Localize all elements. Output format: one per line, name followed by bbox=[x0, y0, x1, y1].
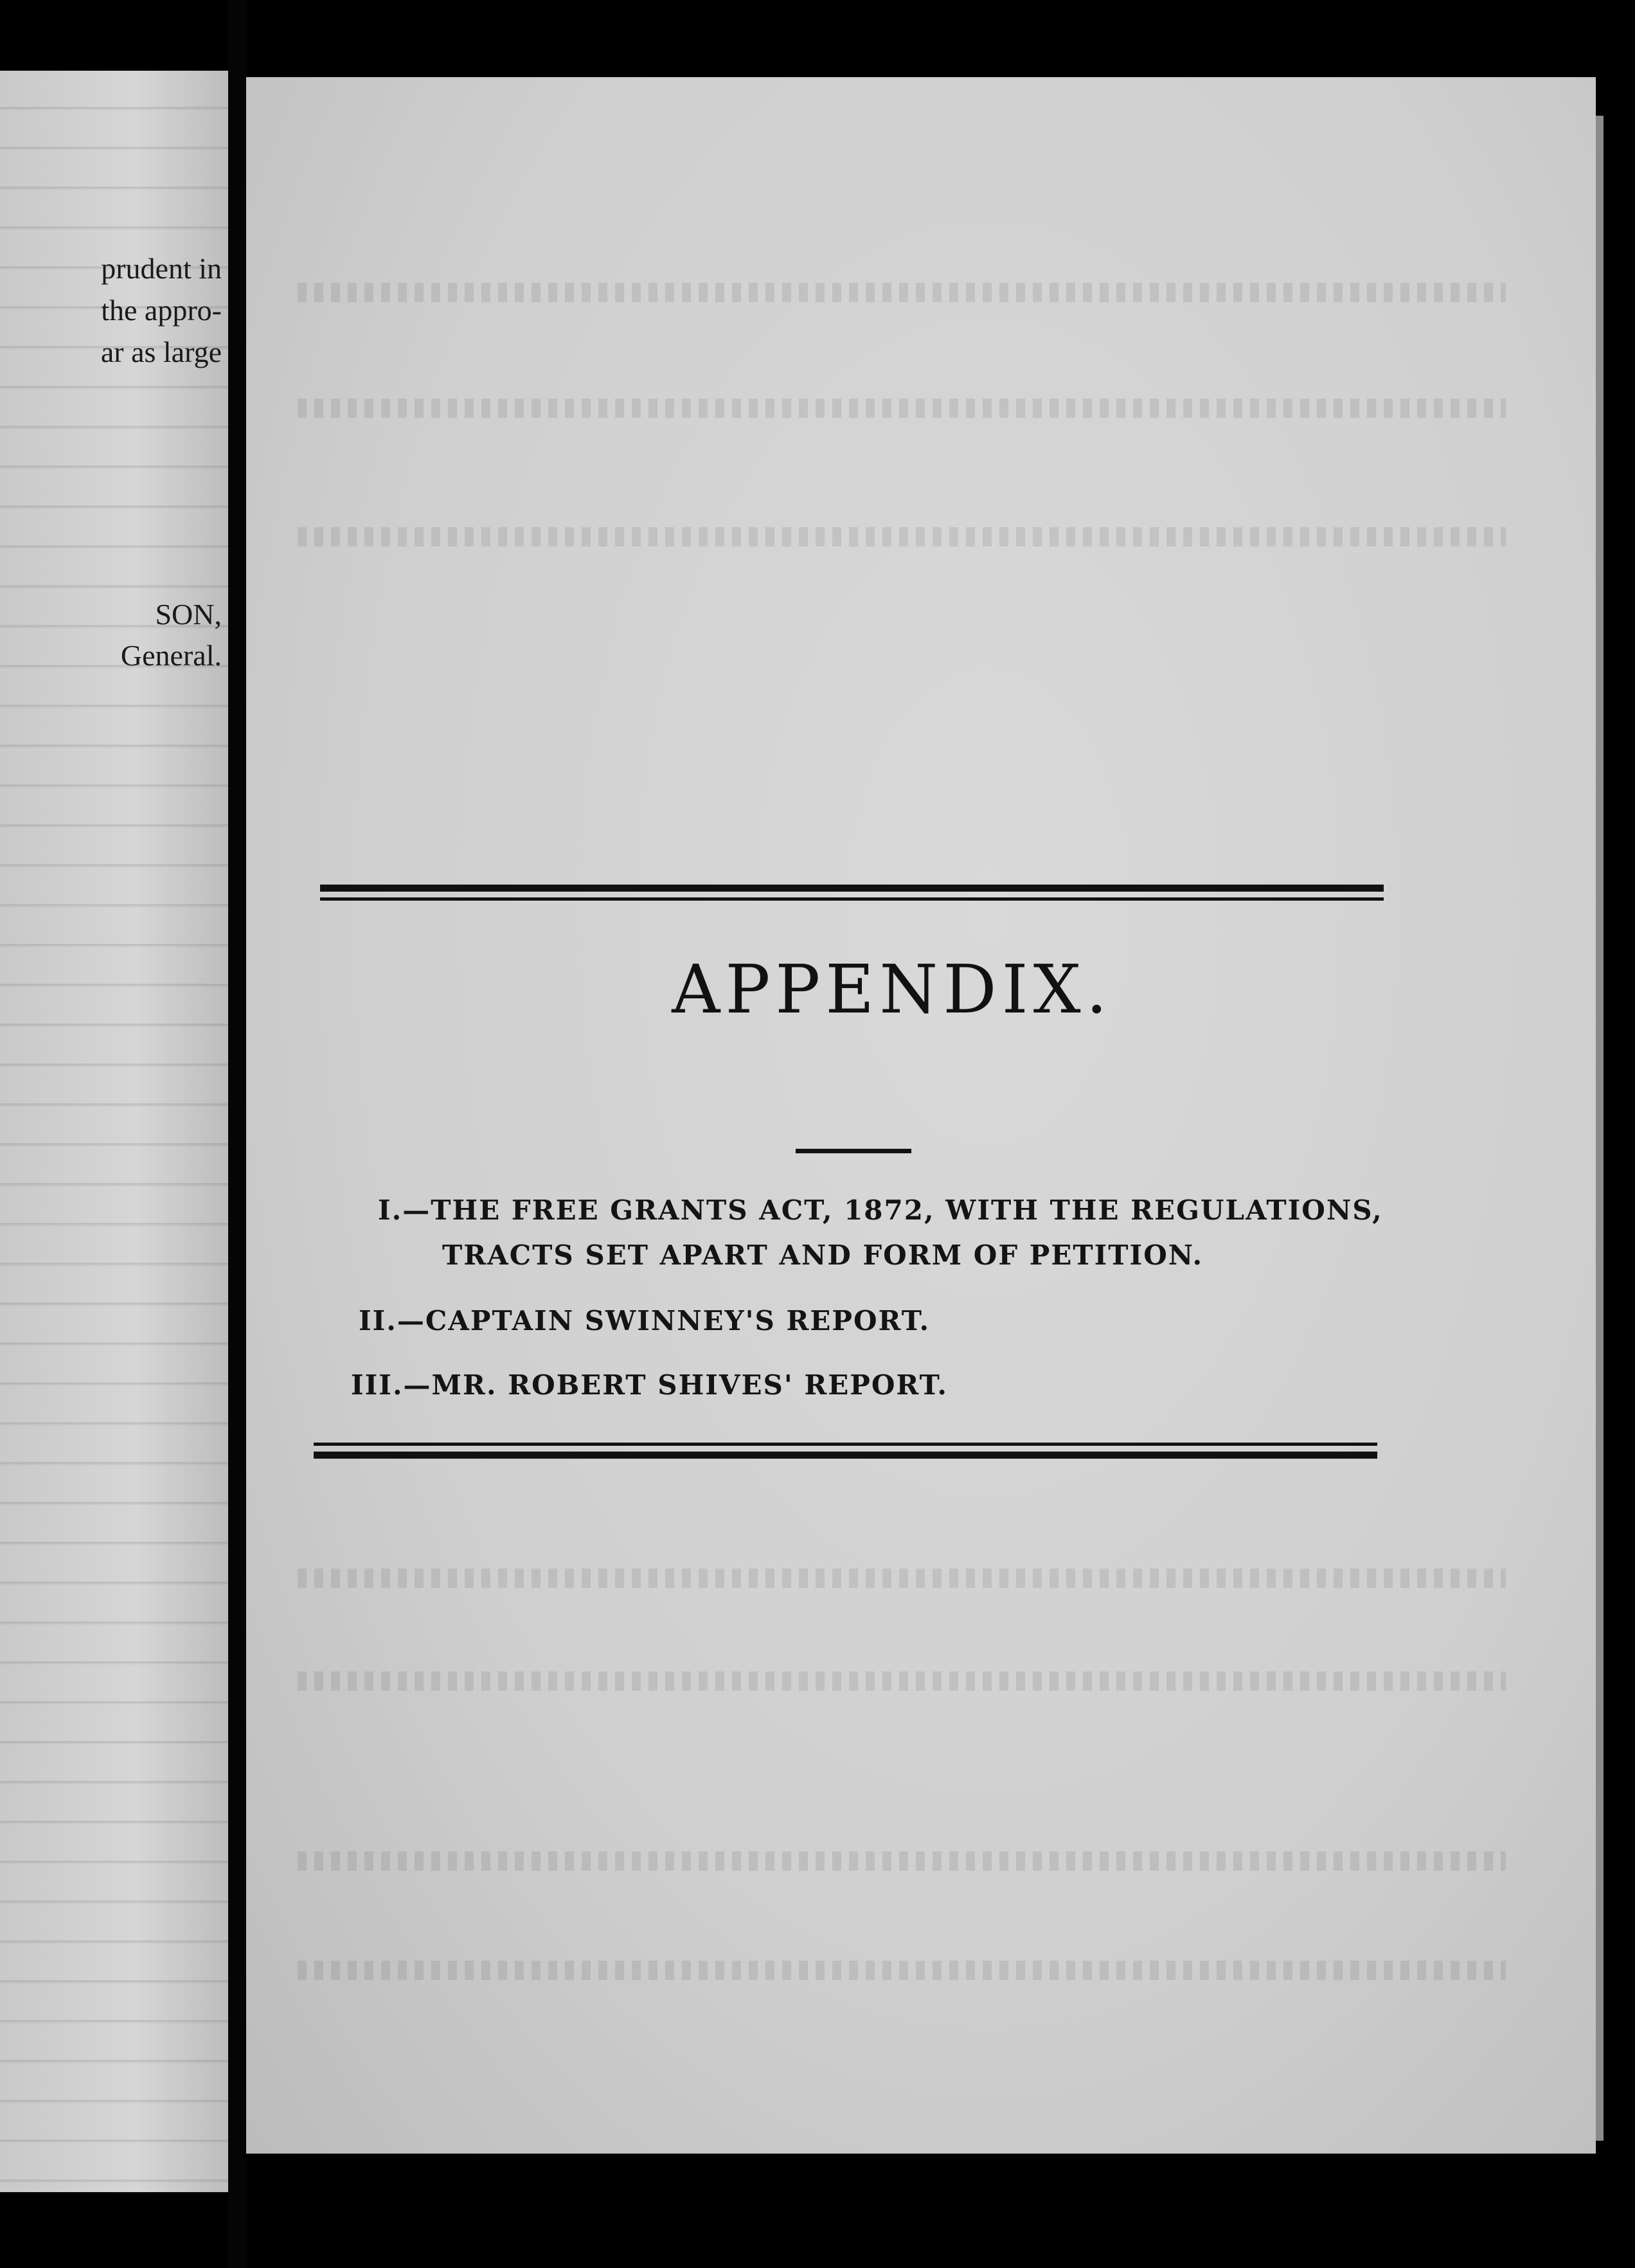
appendix-page bbox=[246, 77, 1596, 2154]
show-through-band bbox=[298, 399, 1506, 418]
appendix-title: APPENDIX. bbox=[672, 950, 1112, 1029]
title-underline bbox=[796, 1149, 911, 1153]
show-through-band bbox=[298, 283, 1506, 302]
prev-page-signature-name: SON, bbox=[155, 598, 222, 631]
appendix-item-1-line-1: I.—THE FREE GRANTS ACT, 1872, WITH THE REGULATIONS, bbox=[378, 1194, 1383, 1226]
page-gutter bbox=[228, 0, 246, 2268]
show-through-band bbox=[298, 1569, 1506, 1588]
previous-page-fragment bbox=[0, 71, 228, 2192]
appendix-item-1-line-2: TRACTS SET APART AND FORM OF PETITION. bbox=[442, 1239, 1204, 1271]
top-rule-thin bbox=[320, 897, 1384, 901]
show-through-band bbox=[298, 1961, 1506, 1980]
show-through-band bbox=[298, 527, 1506, 546]
top-rule-thick bbox=[320, 885, 1384, 892]
prev-page-line-1: prudent in bbox=[101, 252, 222, 285]
prev-page-signature-title: General. bbox=[120, 639, 222, 672]
show-through-band bbox=[298, 1851, 1506, 1871]
prev-page-line-3: ar as large bbox=[100, 336, 222, 368]
show-through-band bbox=[298, 1671, 1506, 1691]
top-double-rule bbox=[320, 885, 1384, 901]
prev-page-line-2: the appro- bbox=[101, 294, 222, 327]
appendix-item-2: II.—CAPTAIN SWINNEY'S REPORT. bbox=[359, 1305, 931, 1336]
appendix-item-3: III.—MR. ROBERT SHIVES' REPORT. bbox=[351, 1369, 949, 1401]
show-through-text bbox=[0, 71, 228, 2192]
page-edge bbox=[1596, 116, 1604, 2141]
bottom-rule-thick bbox=[314, 1452, 1377, 1459]
bottom-double-rule bbox=[314, 1443, 1377, 1459]
